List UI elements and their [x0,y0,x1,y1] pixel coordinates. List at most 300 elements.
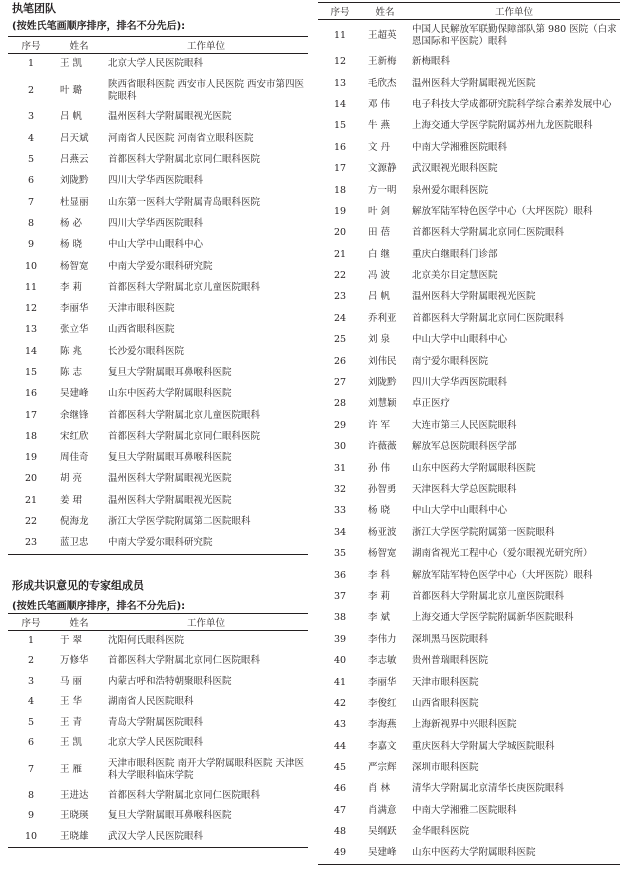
row-name: 毛欣杰 [368,77,397,89]
row-unit: 内蒙古呼和浩特朝聚眼科医院 [108,675,232,687]
row-unit: 中南大学湘雅二医院眼科 [412,804,517,816]
row-name: 王 凯 [60,737,83,749]
row-number: 21 [333,248,347,260]
table-row [8,651,308,672]
table-row [8,298,308,319]
table-row [318,73,620,94]
row-name: 吕燕云 [60,154,89,166]
row-name: 万修华 [60,655,89,667]
table-row [8,490,308,511]
table-row [318,458,620,479]
row-number: 19 [333,205,347,217]
row-unit: 山东中医药大学附属眼科医院 [108,388,232,400]
header-name: 姓名 [375,7,395,18]
table-row [318,265,620,286]
row-number: 2 [27,84,35,96]
row-unit: 天津市眼科医院 [412,676,479,688]
table-row [8,713,308,734]
row-number: 42 [333,697,347,709]
writing-team-rows [8,54,308,555]
row-name: 王 雁 [60,763,83,775]
row-unit: 复旦大学附属眼耳鼻喉科医院 [108,810,232,822]
row-name: 王晓雄 [60,830,89,842]
row-unit: 温州医科大学附属眼视光医院 [108,111,232,123]
row-name: 叶 剑 [368,205,391,217]
row-unit: 温州医科大学附属眼视光医院 [108,473,232,485]
table-row [318,501,620,522]
row-number: 39 [333,633,347,645]
row-name: 李俊红 [368,697,397,709]
table-header-row [8,37,308,54]
table-row [8,192,308,213]
row-name: 杨 必 [60,217,83,229]
table-row [8,469,308,490]
table-row [318,20,620,52]
row-number: 11 [24,281,38,293]
row-unit: 中山大学中山眼科中心 [412,334,508,346]
row-number: 5 [27,716,35,728]
row-name: 周佳奇 [60,452,89,464]
row-number: 16 [333,141,347,153]
row-name: 文源静 [368,163,397,175]
row-unit: 金华眼科医院 [412,826,470,838]
table-row [8,235,308,256]
row-unit: 复旦大学附属眼耳鼻喉科医院 [108,452,232,464]
writing-team-title: 执笔团队 [12,2,56,15]
row-number: 43 [333,719,347,731]
header-name: 姓名 [69,618,89,629]
row-number: 9 [27,239,35,251]
table-row [8,256,308,277]
table-row [318,543,620,564]
row-name: 李嘉文 [368,740,397,752]
row-number: 14 [24,345,38,357]
header-unit: 工作单位 [494,7,533,18]
row-number: 35 [333,548,347,560]
row-unit: 山东中医药大学附属眼科医院 [412,847,536,859]
row-number: 32 [333,484,347,495]
row-name: 杜显丽 [60,196,89,208]
row-unit: 山西省眼科医院 [108,324,175,336]
row-unit: 湖南省人民医院眼科 [108,696,194,708]
row-number: 15 [333,120,347,132]
row-number: 18 [24,430,38,442]
table-row [8,384,308,405]
table-row [8,171,308,192]
row-unit: 重庆白继眼科门诊部 [412,248,498,260]
row-number: 6 [27,737,35,749]
row-unit: 中山大学中山眼科中心 [108,239,204,251]
row-name: 马 丽 [60,675,83,687]
row-number: 16 [24,388,38,400]
row-name: 刘伟民 [368,355,397,367]
row-unit: 重庆医科大学附属大学城医院眼科 [412,740,555,752]
row-unit: 武汉眼视光眼科医院 [412,163,498,175]
table-row [318,287,620,308]
table-row [318,800,620,821]
row-unit: 首都医科大学附属北京儿童医院眼科 [108,409,261,421]
row-number: 40 [333,655,347,667]
row-unit: 温州医科大学附属眼视光医院 [412,291,536,303]
table-row [8,533,308,554]
row-number: 15 [24,367,38,378]
table-row [318,565,620,586]
row-name: 张立华 [60,324,89,336]
row-name: 李 莉 [60,281,83,293]
row-unit: 青岛大学附属医院眼科 [108,716,204,728]
row-name: 李 斌 [368,612,391,624]
row-unit: 四川大学华西医院眼科 [412,377,508,389]
row-number: 49 [333,847,347,859]
row-unit: 北京大学人民医院眼科 [108,58,204,70]
table-row [318,244,620,265]
row-name: 严宗辉 [368,762,397,774]
table-row [8,426,308,447]
row-name: 田 蓓 [368,227,391,239]
expert-group-rows-right [318,20,620,865]
row-number: 48 [333,826,347,838]
row-name: 吕 帆 [60,111,83,123]
table-row [8,733,308,754]
row-unit: 温州医科大学附属眼视光医院 [108,494,232,506]
table-row [318,415,620,436]
row-unit: 上海交通大学医学院附属新华医院眼科 [412,612,574,624]
row-number: 3 [27,111,35,123]
table-row [8,692,308,713]
table-row [318,201,620,222]
row-name: 刘陇黔 [368,377,397,389]
table-row [318,715,620,736]
row-number: 33 [333,505,347,517]
table-row [318,94,620,115]
row-number: 34 [333,526,347,538]
row-unit: 清华大学附属北京清华长庚医院眼科 [412,783,565,795]
row-number: 44 [333,740,347,752]
header-unit: 工作单位 [186,41,225,52]
row-name: 杨亚波 [368,526,397,538]
row-unit: 首都医科大学附属北京同仁医院眼科 [108,789,261,801]
table-row [8,672,308,693]
row-number: 8 [27,217,35,229]
table-row [318,116,620,137]
table-header-row [318,3,620,20]
row-unit: 陕西省眼科医院 西安市人民医院 西安市第四医院眼科 [108,78,305,102]
row-name: 冯 波 [368,270,391,282]
row-unit: 解放军陆军特色医学中心（大坪医院）眼科 [412,205,593,217]
row-unit: 武汉大学人民医院眼科 [108,830,204,842]
row-unit: 温州医科大学附属眼视光医院 [412,77,536,89]
row-name: 陈 志 [60,367,83,378]
row-number: 4 [27,132,35,144]
table-row [8,277,308,298]
row-unit: 南宁爱尔眼科医院 [412,355,489,367]
row-unit: 北京大学人民医院眼科 [108,737,204,749]
table-row [318,779,620,800]
row-number: 4 [27,696,35,708]
row-name: 李志敏 [368,655,397,667]
table-row [318,757,620,778]
row-name: 姜 珺 [60,494,83,506]
table-row [318,479,620,500]
row-number: 12 [333,56,347,68]
row-number: 20 [333,227,347,239]
row-name: 倪海龙 [60,516,89,528]
row-name: 方一明 [368,184,397,196]
row-name: 李丽华 [368,676,397,688]
table-row [8,149,308,170]
row-unit: 首都医科大学附属北京同仁眼科医院 [108,154,261,166]
row-name: 余继锋 [60,409,89,421]
row-name: 文 丹 [368,141,391,153]
header-unit: 工作单位 [186,618,225,629]
header-no: 序号 [330,7,350,18]
table-row [8,341,308,362]
row-number: 20 [24,473,38,485]
writing-team-table [8,36,308,555]
expert-group-rows-left [8,631,308,848]
row-unit: 北京美尔目定慧医院 [412,270,498,282]
row-name: 王进达 [60,789,89,801]
row-number: 9 [27,810,35,822]
row-name: 牛 燕 [368,120,391,132]
table-row [8,631,308,652]
row-unit: 深圳市眼科医院 [412,762,479,774]
row-unit: 天津市眼科医院 [108,303,175,315]
table-row [318,586,620,607]
row-number: 24 [333,312,347,324]
row-number: 8 [27,789,35,801]
table-row [318,330,620,351]
row-name: 许 军 [368,419,391,431]
header-no: 序号 [21,41,41,52]
row-unit: 中山大学中山眼科中心 [412,505,508,517]
table-row [8,786,308,807]
row-number: 21 [24,494,38,506]
table-row [8,107,308,128]
table-row [318,672,620,693]
row-number: 41 [333,676,347,688]
table-row [318,180,620,201]
table-row [318,52,620,73]
row-name: 叶 璐 [60,84,83,96]
table-row [318,372,620,393]
row-number: 13 [333,77,347,89]
row-number: 17 [333,163,347,175]
row-number: 6 [27,175,35,187]
table-row [8,806,308,827]
row-name: 王晓瑛 [60,810,89,822]
row-number: 27 [333,377,347,389]
row-number: 7 [27,196,35,208]
row-name: 杨 晓 [368,505,391,517]
row-unit: 中南大学爱尔眼科研究院 [108,260,213,272]
row-unit: 沈阳何氏眼科医院 [108,635,185,646]
row-name: 邓 伟 [368,98,391,110]
row-number: 18 [333,184,347,196]
table-row [8,362,308,383]
row-unit: 解放军陆军特色医学中心（大坪医院）眼科 [412,569,593,581]
row-unit: 天津医科大学总医院眼科 [412,484,517,495]
row-unit: 中南大学湘雅医院眼科 [412,141,508,153]
row-unit: 深圳黑马医院眼科 [412,633,489,645]
row-unit: 山东第一医科大学附属青岛眼科医院 [108,196,261,208]
row-number: 37 [333,590,347,602]
row-number: 23 [24,537,38,549]
table-row [318,223,620,244]
expert-group-title: 形成共识意见的专家组成员 [12,579,144,592]
row-unit: 四川大学华西医院眼科 [108,175,204,187]
row-number: 1 [27,635,35,646]
row-number: 36 [333,569,347,581]
row-unit: 湖南省视光工程中心（爱尔眼视光研究所） [412,548,593,560]
row-name: 王 华 [60,696,83,708]
row-name: 王 凯 [60,58,83,70]
row-name: 王超英 [368,29,397,41]
row-unit: 河南省人民医院 河南省立眼科医院 [108,132,254,144]
row-unit: 长沙爱尔眼科医院 [108,345,185,357]
row-name: 杨智宽 [60,260,89,272]
row-unit: 首都医科大学附属北京同仁眼科医院 [108,430,261,442]
row-unit: 电子科技大学成都研究院科学综合素养发展中心 [412,98,612,110]
row-number: 2 [27,655,35,667]
table-row [8,128,308,149]
row-number: 7 [27,763,35,775]
row-number: 3 [27,675,35,687]
row-unit: 中南大学爱尔眼科研究院 [108,537,213,549]
table-row [318,629,620,650]
row-name: 吴建峰 [60,388,89,400]
header-name: 姓名 [69,41,89,52]
header-no: 序号 [21,618,41,629]
row-number: 22 [333,270,347,282]
row-unit: 首都医科大学附属北京儿童医院眼科 [412,590,565,602]
row-unit: 浙江大学医学院附属第二医院眼科 [108,516,251,528]
row-number: 45 [333,762,347,774]
row-name: 陈 兆 [60,345,83,357]
expert-group-table-right [318,2,620,865]
row-number: 47 [333,804,347,816]
row-name: 李海燕 [368,719,397,731]
row-name: 王 青 [60,716,83,728]
row-name: 于 翠 [60,635,83,646]
row-name: 蓝卫忠 [60,537,89,549]
row-unit: 首都医科大学附属北京同仁医院眼科 [108,655,261,667]
row-name: 李 莉 [368,590,391,602]
table-row [8,405,308,426]
row-name: 吕天斌 [60,132,89,144]
row-name: 杨 晓 [60,239,83,251]
table-row [318,308,620,329]
table-row [318,843,620,864]
row-number: 28 [333,398,347,410]
expert-group-note: (按姓氏笔画顺序排序，排名不分先后): [12,601,186,612]
row-unit: 山东中医药大学附属眼科医院 [412,462,536,474]
table-row [318,608,620,629]
row-unit: 首都医科大学附属北京同仁医院眼科 [412,312,565,324]
row-name: 胡 亮 [60,473,83,485]
row-name: 李丽华 [60,303,89,315]
row-number: 31 [333,462,347,474]
row-number: 22 [24,516,38,528]
table-row [318,522,620,543]
row-number: 11 [333,29,347,41]
row-unit: 四川大学华西医院眼科 [108,217,204,229]
table-row [8,213,308,234]
row-number: 13 [24,324,38,336]
table-row [8,448,308,469]
row-name: 吴建峰 [368,847,397,859]
table-row [318,437,620,458]
table-row [8,75,308,107]
row-unit: 山西省眼科医院 [412,697,479,709]
table-row [8,827,308,848]
row-unit: 复旦大学附属眼耳鼻喉科医院 [108,367,232,378]
row-name: 刘 泉 [368,334,391,346]
expert-group-table-left [8,613,308,848]
row-name: 刘陇黔 [60,175,89,187]
table-row [8,54,308,75]
row-unit: 首都医科大学附属北京儿童医院眼科 [108,281,261,293]
row-number: 17 [24,409,38,421]
row-unit: 中国人民解放军联勤保障部队第 980 医院（白求恩国际和平医院）眼科 [412,23,617,47]
row-number: 25 [333,334,347,346]
row-number: 10 [24,260,38,272]
row-name: 李 科 [368,569,391,581]
row-name: 孙 伟 [368,462,391,474]
table-row [318,158,620,179]
table-header-row [8,614,308,631]
row-unit: 解放军总医院眼科医学部 [412,441,517,453]
row-unit: 新梅眼科 [412,56,451,68]
row-name: 吕 帆 [368,291,391,303]
table-row [318,650,620,671]
row-number: 30 [333,441,347,453]
row-unit: 大连市第三人民医院眼科 [412,419,517,431]
row-unit: 天津市眼科医院 南开大学附属眼科医院 天津医科大学眼科临床学院 [108,757,305,781]
row-name: 王新梅 [368,56,397,68]
row-name: 许薇薇 [368,441,397,453]
row-unit: 浙江大学医学院附属第一医院眼科 [412,526,555,538]
row-number: 26 [333,355,347,367]
row-number: 1 [27,58,35,70]
row-number: 12 [24,303,38,315]
table-row [8,511,308,532]
writing-team-note: (按姓氏笔画顺序排序，排名不分先后): [12,21,186,32]
table-row [318,351,620,372]
row-unit: 上海新视界中兴眼科医院 [412,719,517,731]
table-row [318,137,620,158]
row-number: 38 [333,612,347,624]
row-number: 19 [24,452,38,464]
row-unit: 泉州爱尔眼科医院 [412,184,489,196]
table-row [318,822,620,843]
row-unit: 贵州普瑞眼科医院 [412,655,489,667]
row-number: 46 [333,783,347,795]
row-name: 杨智宽 [368,548,397,560]
row-name: 刘慧颖 [368,398,397,410]
row-unit: 上海交通大学医学院附属苏州九龙医院眼科 [412,120,593,132]
row-unit: 首都医科大学附属北京同仁医院眼科 [412,227,565,239]
row-name: 肖满意 [368,804,397,816]
row-name: 孙智勇 [368,484,397,495]
table-row [318,736,620,757]
row-number: 23 [333,291,347,303]
row-number: 5 [27,154,35,166]
row-number: 29 [333,419,347,431]
table-row [8,320,308,341]
table-row [318,394,620,415]
row-number: 10 [24,830,38,842]
